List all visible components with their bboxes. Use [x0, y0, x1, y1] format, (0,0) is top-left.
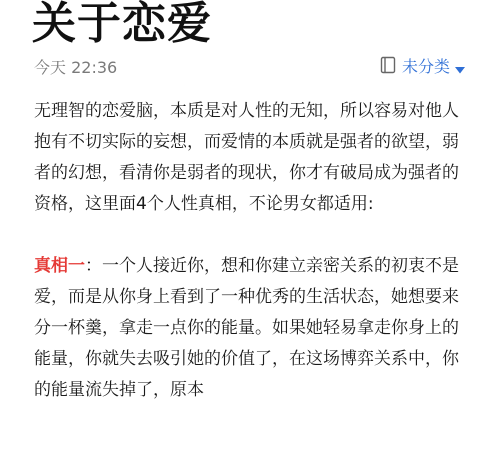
note-title: 关于恋爱 — [32, 0, 212, 49]
category-selector[interactable] — [380, 52, 466, 78]
truth-heading: 真相一 — [34, 256, 85, 276]
caret-down-icon[interactable] — [454, 60, 466, 70]
folder-icon — [380, 56, 396, 74]
paragraph-text: 无理智的恋爱脑，本质是对人性的无知，所以容易对他人抱有不切实际的妄想，而爱情的本质就是强者的欲望，弱者的幻想，看清你是弱者的现状，你才有破局成为强者的资格，这里面4个人性真相，不论男女都适用: — [34, 101, 459, 214]
note-body — [34, 96, 474, 406]
note-timestamp: 今天 22:36 — [34, 58, 118, 77]
note-meta-bar — [34, 52, 466, 78]
body-paragraph — [34, 251, 474, 406]
body-paragraph — [34, 96, 474, 220]
category-label[interactable]: 未分类 — [401, 56, 450, 76]
paragraph-text: ：一个人接近你，想和你建立亲密关系的初衷不是爱，而是从你身上看到了一种优秀的生活状态，她想要来分一杯羹，拿走一点你的能量。如果她轻易拿走你身上的能量，你就失去吸引她的价值了，在这场博弈关系中，你的能量流失掉了，原本 — [34, 256, 459, 400]
